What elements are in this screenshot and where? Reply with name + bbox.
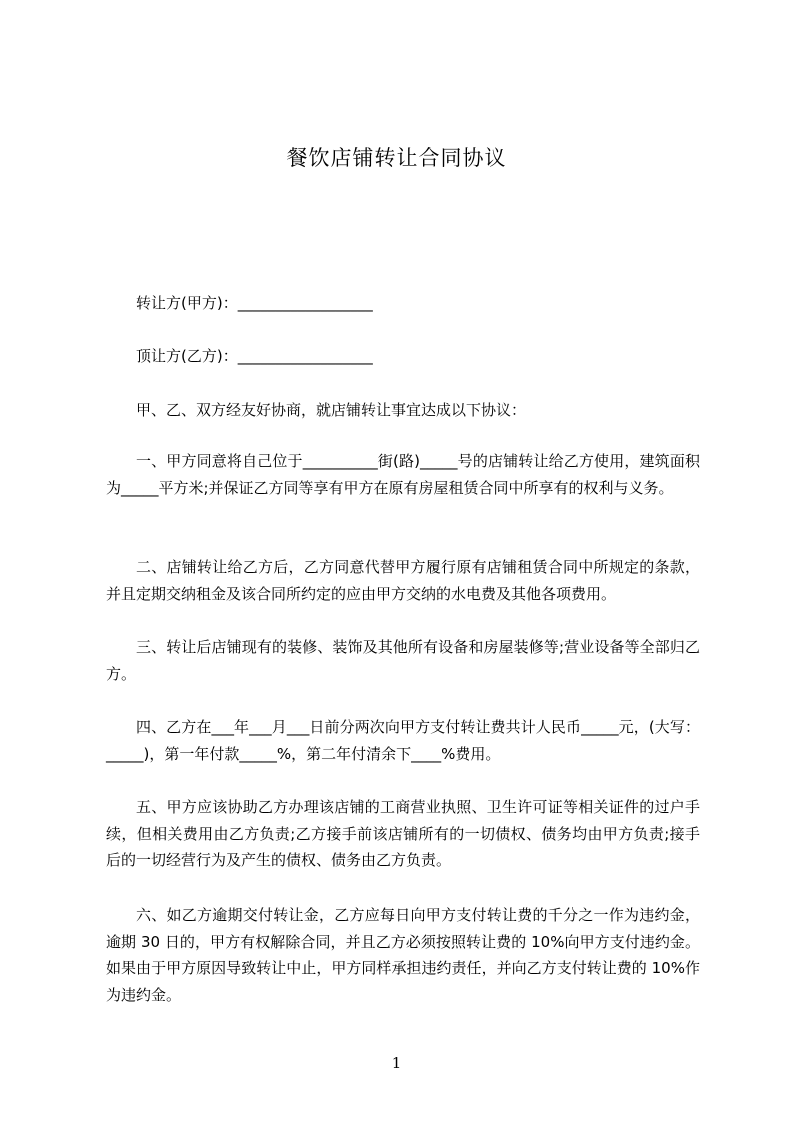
clause-4: 四、乙方在___年___月___日前分两次向甲方支付转让费共计人民币_____元，(大写：_____)，第一年付款_____%，第二年付清余下____%费用。	[106, 718, 700, 763]
document-title: 餐饮店铺转让合同协议	[286, 146, 507, 170]
clause-6: 六、如乙方逾期交付转让金，乙方应每日向甲方支付转让费的千分之一作为违约金，逾期 30 日的，甲方有权解除合同，并且乙方必须按照转让费的 10%向甲方支付违约金。如果由于甲方原因导致转让中止，甲方同样承担违约责任，并向乙方支付转让费的 10%作为违约金。	[106, 906, 700, 1004]
clause-3: 三、转让后店铺现有的装修、装饰及其他所有设备和房屋装修等;营业设备等全部归乙方。	[106, 638, 700, 683]
intro-paragraph: 甲、乙、双方经友好协商，就店铺转让事宜达成以下协议：	[136, 401, 527, 419]
page-number: 1	[391, 1054, 402, 1072]
party-b-field: 顶让方(乙方)：__________________	[136, 347, 373, 365]
party-a-field: 转让方(甲方)：__________________	[136, 294, 373, 312]
clause-5: 五、甲方应该协助乙方办理该店铺的工商营业执照、卫生许可证等相关证件的过户手续，但相关费用由乙方负责;乙方接手前该店铺所有的一切债权、债务均由甲方负责;接手后的一切经营行为及产生的债权、债务由乙方负责。	[106, 798, 700, 869]
clause-1: 一、甲方同意将自己位于__________街(路)_____号的店铺转让给乙方使用，建筑面积为_____平方米;并保证乙方同等享有甲方在原有房屋租赁合同中所享有的权利与义务。	[106, 452, 700, 497]
clause-2: 二、店铺转让给乙方后，乙方同意代替甲方履行原有店铺租赁合同中所规定的条款，并且定期交纳租金及该合同所约定的应由甲方交纳的水电费及其他各项费用。	[106, 558, 700, 603]
